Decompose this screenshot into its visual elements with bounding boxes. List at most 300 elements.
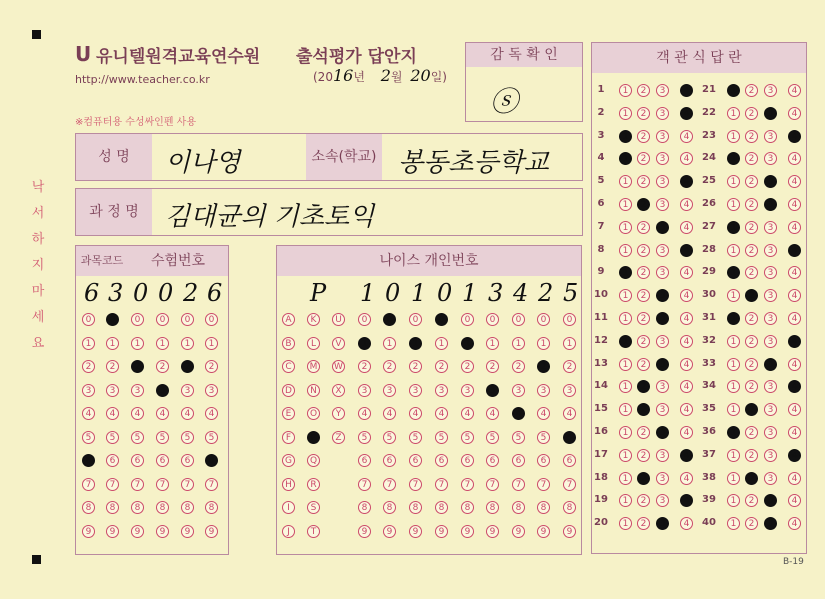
answer-bubble[interactable]: 2 [745,426,758,439]
answer-bubble[interactable]: 4 [788,266,801,279]
neis-bubble[interactable]: 9 [358,525,371,538]
answer-bubble[interactable]: 3 [656,130,669,143]
answer-bubble[interactable]: 2 [637,198,650,211]
answer-bubble[interactable]: 4 [680,449,693,462]
answer-bubble[interactable]: 4 [788,221,801,234]
answer-bubble[interactable]: 2 [745,221,758,234]
neis-bubble[interactable]: 9 [383,525,396,538]
neis-bubble[interactable]: 7 [435,478,448,491]
answer-bubble[interactable]: 1 [727,289,740,302]
neis-bubble[interactable]: 1 [537,337,550,350]
answer-bubble[interactable]: 2 [745,107,758,120]
answer-bubble[interactable]: 3 [656,472,669,485]
neis-bubble[interactable]: Y [332,407,345,420]
answer-bubble[interactable]: 2 [745,289,758,302]
answer-bubble[interactable]: 3 [656,449,669,462]
neis-bubble[interactable]: 9 [409,525,422,538]
neis-bubble[interactable]: 9 [537,525,550,538]
answer-bubble[interactable]: 4 [788,335,801,348]
answer-bubble[interactable]: 4 [788,472,801,485]
answer-bubble[interactable]: 1 [727,84,740,97]
answer-bubble[interactable]: 4 [788,175,801,188]
answer-bubble[interactable]: 3 [656,380,669,393]
answer-bubble[interactable]: 3 [764,426,777,439]
exam-digit-bubble[interactable]: 5 [156,431,169,444]
neis-bubble[interactable]: 2 [358,360,371,373]
exam-digit-bubble[interactable]: 0 [106,313,119,326]
answer-bubble[interactable]: 4 [680,198,693,211]
answer-bubble[interactable]: 4 [680,472,693,485]
neis-bubble[interactable]: 2 [409,360,422,373]
neis-bubble[interactable]: 9 [461,525,474,538]
neis-bubble[interactable]: N [307,384,320,397]
answer-bubble[interactable]: 3 [656,289,669,302]
answer-bubble[interactable]: 1 [727,358,740,371]
neis-bubble[interactable]: U [332,313,345,326]
neis-bubble[interactable]: 2 [486,360,499,373]
neis-bubble[interactable]: 1 [461,337,474,350]
answer-bubble[interactable]: 3 [656,517,669,530]
answer-bubble[interactable]: 2 [637,84,650,97]
neis-bubble[interactable]: M [307,360,320,373]
neis-bubble[interactable]: 8 [486,501,499,514]
answer-bubble[interactable]: 3 [764,266,777,279]
exam-digit-bubble[interactable]: 4 [181,407,194,420]
neis-bubble[interactable]: 8 [409,501,422,514]
neis-bubble[interactable]: 2 [512,360,525,373]
answer-bubble[interactable]: 1 [727,198,740,211]
answer-bubble[interactable]: 1 [727,426,740,439]
exam-digit-bubble[interactable]: 3 [181,384,194,397]
answer-bubble[interactable]: 2 [745,380,758,393]
neis-bubble[interactable]: 8 [512,501,525,514]
answer-bubble[interactable]: 1 [619,198,632,211]
exam-digit-bubble[interactable]: 6 [205,454,218,467]
neis-bubble[interactable]: T [307,525,320,538]
exam-digit-bubble[interactable]: 3 [131,384,144,397]
neis-bubble[interactable]: 3 [358,384,371,397]
answer-bubble[interactable]: 3 [764,472,777,485]
exam-digit-bubble[interactable]: 8 [156,501,169,514]
answer-bubble[interactable]: 1 [619,221,632,234]
answer-bubble[interactable]: 4 [680,494,693,507]
answer-bubble[interactable]: 1 [619,312,632,325]
answer-bubble[interactable]: 3 [656,426,669,439]
exam-digit-bubble[interactable]: 0 [181,313,194,326]
neis-bubble[interactable]: 3 [537,384,550,397]
neis-bubble[interactable]: 5 [383,431,396,444]
answer-bubble[interactable]: 4 [680,84,693,97]
exam-digit-bubble[interactable]: 7 [156,478,169,491]
neis-bubble[interactable]: 3 [563,384,576,397]
answer-bubble[interactable]: 3 [656,198,669,211]
neis-bubble[interactable]: 1 [358,337,371,350]
neis-bubble[interactable]: 5 [512,431,525,444]
answer-bubble[interactable]: 3 [764,152,777,165]
exam-digit-bubble[interactable]: 2 [131,360,144,373]
neis-bubble[interactable]: 9 [512,525,525,538]
neis-bubble[interactable]: 0 [537,313,550,326]
neis-bubble[interactable]: Z [332,431,345,444]
neis-bubble[interactable]: 6 [383,454,396,467]
answer-bubble[interactable]: 3 [656,403,669,416]
neis-bubble[interactable]: 8 [563,501,576,514]
answer-bubble[interactable]: 1 [619,472,632,485]
answer-bubble[interactable]: 1 [727,403,740,416]
exam-digit-bubble[interactable]: 1 [181,337,194,350]
answer-bubble[interactable]: 1 [619,380,632,393]
neis-bubble[interactable]: 2 [537,360,550,373]
answer-bubble[interactable]: 1 [619,152,632,165]
neis-bubble[interactable]: 4 [435,407,448,420]
answer-bubble[interactable]: 4 [680,130,693,143]
neis-bubble[interactable]: 4 [358,407,371,420]
neis-bubble[interactable]: G [282,454,295,467]
answer-bubble[interactable]: 1 [727,175,740,188]
answer-bubble[interactable]: 2 [745,494,758,507]
neis-bubble[interactable]: J [282,525,295,538]
neis-bubble[interactable]: 1 [563,337,576,350]
answer-bubble[interactable]: 2 [637,449,650,462]
answer-bubble[interactable]: 4 [680,221,693,234]
neis-bubble[interactable]: 4 [486,407,499,420]
neis-bubble[interactable]: V [332,337,345,350]
answer-bubble[interactable]: 2 [637,426,650,439]
answer-bubble[interactable]: 1 [619,130,632,143]
answer-bubble[interactable]: 2 [637,494,650,507]
neis-bubble[interactable]: D [282,384,295,397]
exam-digit-bubble[interactable]: 7 [106,478,119,491]
answer-bubble[interactable]: 3 [764,107,777,120]
answer-bubble[interactable]: 4 [680,152,693,165]
neis-bubble[interactable]: 3 [435,384,448,397]
answer-bubble[interactable]: 1 [727,130,740,143]
exam-digit-bubble[interactable]: 7 [131,478,144,491]
answer-bubble[interactable]: 2 [637,472,650,485]
neis-bubble[interactable]: 1 [435,337,448,350]
answer-bubble[interactable]: 4 [788,152,801,165]
exam-digit-bubble[interactable]: 9 [82,525,95,538]
answer-bubble[interactable]: 3 [656,152,669,165]
answer-bubble[interactable]: 4 [788,312,801,325]
answer-bubble[interactable]: 3 [764,312,777,325]
neis-bubble[interactable]: 8 [461,501,474,514]
exam-digit-bubble[interactable]: 0 [82,313,95,326]
answer-bubble[interactable]: 2 [637,289,650,302]
answer-bubble[interactable]: 2 [745,403,758,416]
neis-bubble[interactable]: 2 [383,360,396,373]
neis-bubble[interactable]: 4 [383,407,396,420]
answer-bubble[interactable]: 3 [764,358,777,371]
answer-bubble[interactable]: 4 [680,380,693,393]
answer-bubble[interactable]: 2 [745,335,758,348]
neis-bubble[interactable]: R [307,478,320,491]
exam-digit-bubble[interactable]: 9 [181,525,194,538]
neis-bubble[interactable]: 0 [486,313,499,326]
answer-bubble[interactable]: 2 [637,358,650,371]
neis-bubble[interactable]: 6 [435,454,448,467]
neis-bubble[interactable]: 1 [383,337,396,350]
answer-bubble[interactable]: 4 [680,426,693,439]
answer-bubble[interactable]: 2 [745,266,758,279]
exam-digit-bubble[interactable]: 3 [205,384,218,397]
exam-digit-bubble[interactable]: 6 [131,454,144,467]
exam-digit-bubble[interactable]: 8 [106,501,119,514]
exam-digit-bubble[interactable]: 1 [205,337,218,350]
neis-bubble[interactable]: 0 [461,313,474,326]
neis-bubble[interactable]: X [332,384,345,397]
neis-bubble[interactable]: 8 [358,501,371,514]
exam-digit-bubble[interactable]: 9 [131,525,144,538]
answer-bubble[interactable]: 4 [788,244,801,257]
exam-digit-bubble[interactable]: 3 [82,384,95,397]
answer-bubble[interactable]: 3 [656,175,669,188]
answer-bubble[interactable]: 3 [656,107,669,120]
neis-bubble[interactable]: 3 [512,384,525,397]
exam-digit-bubble[interactable]: 4 [131,407,144,420]
neis-bubble[interactable]: 6 [512,454,525,467]
neis-bubble[interactable]: 5 [563,431,576,444]
answer-bubble[interactable]: 4 [680,403,693,416]
neis-bubble[interactable]: 7 [383,478,396,491]
answer-bubble[interactable]: 2 [745,175,758,188]
exam-digit-bubble[interactable]: 8 [131,501,144,514]
answer-bubble[interactable]: 3 [656,358,669,371]
exam-digit-bubble[interactable]: 0 [156,313,169,326]
neis-bubble[interactable]: H [282,478,295,491]
answer-bubble[interactable]: 1 [619,289,632,302]
answer-bubble[interactable]: 4 [788,403,801,416]
neis-bubble[interactable]: S [307,501,320,514]
answer-bubble[interactable]: 1 [619,403,632,416]
answer-bubble[interactable]: 1 [727,380,740,393]
neis-bubble[interactable]: 0 [512,313,525,326]
answer-bubble[interactable]: 1 [619,244,632,257]
neis-bubble[interactable]: 8 [435,501,448,514]
neis-bubble[interactable]: 0 [409,313,422,326]
exam-digit-bubble[interactable]: 3 [106,384,119,397]
answer-bubble[interactable]: 1 [619,494,632,507]
answer-bubble[interactable]: 2 [637,380,650,393]
answer-bubble[interactable]: 3 [656,244,669,257]
neis-bubble[interactable]: 2 [435,360,448,373]
answer-bubble[interactable]: 2 [745,130,758,143]
answer-bubble[interactable]: 2 [637,152,650,165]
neis-bubble[interactable]: 8 [383,501,396,514]
answer-bubble[interactable]: 3 [656,221,669,234]
exam-digit-bubble[interactable]: 2 [106,360,119,373]
neis-bubble[interactable]: 4 [512,407,525,420]
exam-digit-bubble[interactable]: 2 [82,360,95,373]
answer-bubble[interactable]: 4 [680,335,693,348]
neis-bubble[interactable]: 7 [512,478,525,491]
exam-digit-bubble[interactable]: 1 [156,337,169,350]
answer-bubble[interactable]: 2 [745,312,758,325]
answer-bubble[interactable]: 3 [764,244,777,257]
answer-bubble[interactable]: 2 [637,175,650,188]
neis-bubble[interactable]: 0 [358,313,371,326]
answer-bubble[interactable]: 2 [637,107,650,120]
answer-bubble[interactable]: 2 [637,130,650,143]
neis-bubble[interactable]: 2 [461,360,474,373]
exam-digit-bubble[interactable]: 6 [181,454,194,467]
answer-bubble[interactable]: 4 [788,449,801,462]
answer-bubble[interactable]: 2 [745,449,758,462]
answer-bubble[interactable]: 1 [727,449,740,462]
neis-bubble[interactable]: 7 [409,478,422,491]
neis-bubble[interactable]: 3 [383,384,396,397]
neis-bubble[interactable]: 9 [563,525,576,538]
neis-bubble[interactable]: 0 [563,313,576,326]
answer-bubble[interactable]: 1 [619,84,632,97]
neis-bubble[interactable]: P [307,431,320,444]
answer-bubble[interactable]: 4 [788,107,801,120]
neis-bubble[interactable]: 4 [537,407,550,420]
answer-bubble[interactable]: 3 [764,84,777,97]
answer-bubble[interactable]: 2 [745,244,758,257]
exam-digit-bubble[interactable]: 5 [131,431,144,444]
answer-bubble[interactable]: 3 [656,312,669,325]
neis-bubble[interactable]: 5 [461,431,474,444]
answer-bubble[interactable]: 1 [619,449,632,462]
answer-bubble[interactable]: 4 [788,84,801,97]
neis-bubble[interactable]: 6 [486,454,499,467]
exam-digit-bubble[interactable]: 9 [156,525,169,538]
answer-bubble[interactable]: 3 [764,175,777,188]
answer-bubble[interactable]: 1 [619,107,632,120]
answer-bubble[interactable]: 4 [788,130,801,143]
exam-digit-bubble[interactable]: 2 [181,360,194,373]
neis-bubble[interactable]: 7 [563,478,576,491]
answer-bubble[interactable]: 3 [656,266,669,279]
exam-digit-bubble[interactable]: 0 [205,313,218,326]
answer-bubble[interactable]: 1 [727,152,740,165]
answer-bubble[interactable]: 1 [727,517,740,530]
answer-bubble[interactable]: 2 [637,221,650,234]
answer-bubble[interactable]: 1 [727,312,740,325]
answer-bubble[interactable]: 2 [745,517,758,530]
exam-digit-bubble[interactable]: 5 [82,431,95,444]
answer-bubble[interactable]: 3 [764,198,777,211]
neis-bubble[interactable]: A [282,313,295,326]
answer-bubble[interactable]: 4 [788,289,801,302]
neis-bubble[interactable]: 5 [358,431,371,444]
exam-digit-bubble[interactable]: 7 [181,478,194,491]
exam-digit-bubble[interactable]: 8 [181,501,194,514]
neis-bubble[interactable]: 9 [486,525,499,538]
answer-bubble[interactable]: 3 [764,380,777,393]
neis-bubble[interactable]: 7 [358,478,371,491]
neis-bubble[interactable]: 4 [409,407,422,420]
answer-bubble[interactable]: 4 [680,266,693,279]
answer-bubble[interactable]: 3 [764,335,777,348]
answer-bubble[interactable]: 4 [788,426,801,439]
answer-bubble[interactable]: 4 [680,244,693,257]
neis-bubble[interactable]: 3 [461,384,474,397]
neis-bubble[interactable]: E [282,407,295,420]
exam-digit-bubble[interactable]: 4 [82,407,95,420]
answer-bubble[interactable]: 1 [727,472,740,485]
answer-bubble[interactable]: 2 [637,244,650,257]
answer-bubble[interactable]: 4 [788,358,801,371]
neis-bubble[interactable]: 7 [537,478,550,491]
neis-bubble[interactable]: K [307,313,320,326]
neis-bubble[interactable]: 6 [563,454,576,467]
neis-bubble[interactable]: 0 [435,313,448,326]
answer-bubble[interactable]: 3 [656,494,669,507]
exam-digit-bubble[interactable]: 2 [156,360,169,373]
answer-bubble[interactable]: 3 [764,494,777,507]
answer-bubble[interactable]: 2 [745,472,758,485]
exam-digit-bubble[interactable]: 6 [106,454,119,467]
answer-bubble[interactable]: 1 [727,494,740,507]
answer-bubble[interactable]: 4 [680,312,693,325]
exam-digit-bubble[interactable]: 3 [156,384,169,397]
neis-bubble[interactable]: 5 [435,431,448,444]
exam-digit-bubble[interactable]: 0 [131,313,144,326]
exam-digit-bubble[interactable]: 5 [106,431,119,444]
exam-digit-bubble[interactable]: 4 [106,407,119,420]
neis-bubble[interactable]: W [332,360,345,373]
exam-digit-bubble[interactable]: 4 [156,407,169,420]
answer-bubble[interactable]: 1 [727,244,740,257]
answer-bubble[interactable]: 2 [745,198,758,211]
neis-bubble[interactable]: 3 [486,384,499,397]
exam-digit-bubble[interactable]: 1 [82,337,95,350]
answer-bubble[interactable]: 2 [745,358,758,371]
answer-bubble[interactable]: 4 [680,517,693,530]
answer-bubble[interactable]: 4 [680,358,693,371]
answer-bubble[interactable]: 3 [764,517,777,530]
exam-digit-bubble[interactable]: 6 [82,454,95,467]
answer-bubble[interactable]: 4 [680,175,693,188]
neis-bubble[interactable]: 1 [409,337,422,350]
answer-bubble[interactable]: 3 [656,84,669,97]
answer-bubble[interactable]: 3 [764,403,777,416]
exam-digit-bubble[interactable]: 7 [82,478,95,491]
neis-bubble[interactable]: 1 [486,337,499,350]
answer-bubble[interactable]: 3 [764,221,777,234]
answer-bubble[interactable]: 3 [764,130,777,143]
neis-bubble[interactable]: 6 [409,454,422,467]
answer-bubble[interactable]: 2 [637,517,650,530]
answer-bubble[interactable]: 2 [637,312,650,325]
exam-digit-bubble[interactable]: 7 [205,478,218,491]
answer-bubble[interactable]: 2 [637,335,650,348]
answer-bubble[interactable]: 4 [680,289,693,302]
neis-bubble[interactable]: 3 [409,384,422,397]
answer-bubble[interactable]: 1 [619,335,632,348]
exam-digit-bubble[interactable]: 4 [205,407,218,420]
neis-bubble[interactable]: 8 [537,501,550,514]
neis-bubble[interactable]: 7 [486,478,499,491]
answer-bubble[interactable]: 2 [637,403,650,416]
exam-digit-bubble[interactable]: 1 [106,337,119,350]
neis-bubble[interactable]: 0 [383,313,396,326]
neis-bubble[interactable]: O [307,407,320,420]
neis-bubble[interactable]: 4 [563,407,576,420]
neis-bubble[interactable]: 6 [358,454,371,467]
neis-bubble[interactable]: 7 [461,478,474,491]
answer-bubble[interactable]: 3 [656,335,669,348]
exam-digit-bubble[interactable]: 8 [82,501,95,514]
neis-bubble[interactable]: B [282,337,295,350]
exam-digit-bubble[interactable]: 1 [131,337,144,350]
neis-bubble[interactable]: 2 [563,360,576,373]
answer-bubble[interactable]: 3 [764,289,777,302]
answer-bubble[interactable]: 1 [619,517,632,530]
answer-bubble[interactable]: 2 [637,266,650,279]
